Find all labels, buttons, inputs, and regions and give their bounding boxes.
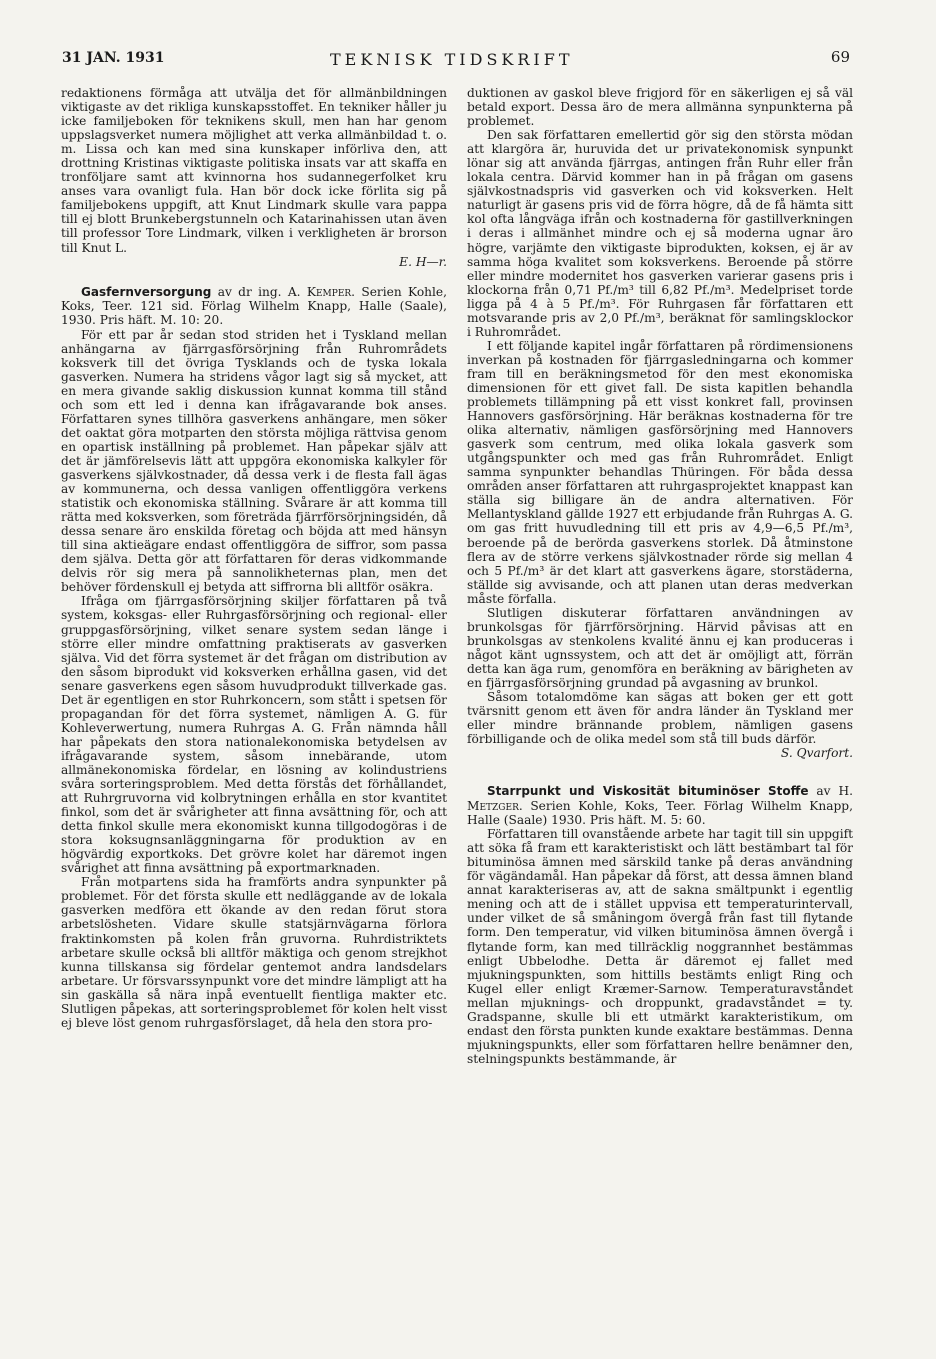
review-heading <box>61 285 447 328</box>
review-author: Kemper. <box>306 284 356 299</box>
review-info: Serien Kohle, Koks, Teer. Förlag Wilhelm Knapp, Halle (Saale) 1930. Pris häft. M. 5: 60. <box>467 799 853 828</box>
journal-title: TEKNISK TIDSKRIFT <box>330 50 574 69</box>
paragraph: redaktionens förmåga att utvälja det för allmänbildningen viktigaste av det rikliga kunskapsstoffet. En tekniker håller ju icke familjeboken för teknikens skull, men han har genom uppslagsverket numera möjlighet att verka allmänbildad t. o. m. Lissa och kan med sina kunskaper införliva den, att drottning Kristinas viktigaste politiska insats var att skaffa en tronföljare samt att kvinnorna hos sudannegerfolket kru anses vara ovanligt fula. Han bör dock icke förlita sig på familjebokens uppgift, att Knut Lindmark skulle vara pappa till ej blott Brunkebergstunneln och Katarinahissen utan även till professor Tore Lindmark, vilken i verkligheten är brorson till Knut L. <box>61 86 447 255</box>
review-by: av dr ing. A. <box>217 284 301 299</box>
review-title: Starrpunkt und Viskosität bituminöser Stoffe <box>487 784 809 799</box>
page-number: 69 <box>830 48 850 66</box>
review-title: Gasfernversorgung <box>81 284 212 299</box>
issue-date: 31 JAN. 1931 <box>62 50 165 66</box>
paragraph: Ifråga om fjärrgasförsörjning skiljer författaren på två system, koksgas- eller Ruhrgasförsörjning och regional- eller gruppgasförsörjning, vilket senare system sedan länge i större eller mindre omfattning praktiserats av gasverken själva. Vid det förra systemet är det frågan om distribution av den såsom biprodukt vid koksverken erhållna gasen, vid det senare gasverkens egen såsom huvudprodukt tillverkade gas. Det är egentligen en stor Ruhrkoncern, som stått i spetsen för propagandan för det förra systemet, nämligen A. G. für Kohleverwertung, numera Ruhrgas A. G. Från nämnda håll har påpekats den stora nationalekonomiska betydelsen av ifrågavarande system, såsom innebärande, utom allmänekonomiska fördelar, en lösning av kolindustriens svåra sorteringsproblem. Med detta förstås det förhållandet, att Ruhrgruvorna vid kolbrytningen erhålla en stor kvantitet finkol, som det är svårigheter att finna avsättning för, och att detta finkol skulle mera ekonomiskt kunna tillgodogöras i de stora koksugnsanläggningarna för produktion av en högvärdig exportkoks. Det grövre kolet har däremot ingen svårighet att finna avsättning på exportmarknaden. <box>61 594 448 876</box>
right-column <box>467 86 853 1066</box>
paragraph: Författaren till ovanstående arbete har tagit till sin uppgift att söka få fram ett karakteristiskt och lätt bestämbart tal för bituminösa ämnen med särskild tanke på deras användning för vägändamål. Han påpekar då först, att dessa ämnen bland annat karakteriseras av, att de sakna smältpunkt i egentlig mening och att de i stället uppvisa ett temperaturintervall, under vilket de så småningom övergå från fast till flytande form. Den temperatur, vid vilken bituminösa ämnen övergå i flytande form, kan med tillräcklig noggrannhet bestämmas enligt Ubbelodhe. Detta är däremot ej fallet med mjukningspunkten, som hittills bestämts enligt Ring och Kugel eller enligt Kræmer-Sarnow. Temperaturavståndet mellan mjuknings- och droppunkt, gradavståndet = ty. Gradspanne, skulle bli ett utmärkt karakteristikum, om endast den första punkten kunde exaktare bestämmas. Denna mjukningspunkts, eller som författaren hellre benämner den, stelningspunkts bestämmande, är <box>467 827 853 1066</box>
paragraph: Slutligen diskuterar författaren användningen av brunkolsgas för fjärrförsörjning. Härvid påvisas att en brunkolsgas av stenkolens kvalité ännu ej kan produceras i något känt ugnssystem, och att det är omöjligt att, förrän detta kan äga rum, genomföra en beräkning av bärigheten av en fjärrgasförsörjning grundad på avgasning av brunkol. <box>467 605 853 690</box>
signature: E. H—r. <box>399 254 447 269</box>
paragraph: Från motpartens sida ha framförts andra synpunkter på problemet. För det första skulle ett nedläggande av de lokala gasverken medföra ett ökande av den redan förut stora arbetslösheten. Vidare skulle statsjärnvägarna förlora fraktinkomsten på kolen från gruvorna. Ruhrdistriktets arbetare skulle också bli alltför mäktiga och genom strejkhot kunna tillskansa sig fördelar gentemot andra landsdelars arbetare. Ur försvarssynpunkt vore det mindre lämpligt att ha sin gaskälla så nära inpå eventuellt fientliga makter etc. Slutligen påpekas, att sorteringsproblemet för kolen helt visst ej bleve löst genom ruhrgasförslaget, då hela den stora pro- <box>61 875 447 1030</box>
paragraph: För ett par år sedan stod striden het i Tyskland mellan anhängarna av fjärrgasförsörjning från Ruhrområdets koksverk till det övriga Tysklands och de tyska lokala gasverken. Numera ha stridens vågor lagt sig så mycket, att en mera givande saklig diskussion kunnat komma till stånd och som ett led i denna kan ifrågavarande bok anses. Författaren synes tillhöra gasverkens anhängare, men söker det oaktat göra motparten den största möjliga rättvisa genom en opartisk inställning på problemet. Han påpekar själv att det är jämförelsevis lätt att uppgöra ekonomiska kalkyler för gasverkens självkostnader, då dessa verk i de flesta fall ägas av kommunerna, och dessa vanligen offentliggöra verkens statistik och ekonomiska ställning. Svårare är att komma till rätta med koksverken, som företräda fjärrförsörjningsidén, då dessa senare äro enskilda företag och böjda att med hänsyn till sina aktieägare endast offentliggöra de siffror, som passa dem själva. Detta gör att författaren för deras vidkommande delvis rör sig mera på sannolikheternas plan, men det behöver fördenskull ej betyda att siffrorna bli alltför osäkra. <box>61 327 447 595</box>
left-column <box>61 86 447 1030</box>
signature: S. Qvarfort. <box>780 746 853 761</box>
page-header <box>0 0 936 90</box>
paragraph: duktionen av gaskol bleve frigjord för en säkerligen ej så väl betald export. Dessa äro de mera allmänna synpunkterna på problemet. <box>467 86 853 129</box>
review-author: Metzger. <box>467 799 523 814</box>
paragraph: Såsom totalomdöme kan sägas att boken ger ett gott tvärsnitt genom ett även för andra länder än Tyskland mer eller mindre brännande problem, nämligen gasens förbilligande och de olika medel som stå till buds därför. <box>467 690 853 747</box>
review-heading <box>467 784 853 827</box>
review-by: av H. <box>816 784 853 799</box>
paragraph: Den sak författaren emellertid gör sig den största mödan att klargöra är, huruvida det ur privatekonomisk synpunkt lönar sig att använda fjärrgas, antingen från Ruhr eller från lokala centra. Därvid kommer han in på frågan om gasens självkostnadspris vid gasverken och vid koksverken. Helt naturligt är gasens pris vid de förra högre, då de få hämta sitt kol ofta långväga ifrån och kostnaderna för gastillverkningen i deras i allmänhet mindre och ej så moderna ugnar äro högre, varjämte den viktigaste biprodukten, koksen, ej är av samma höga kvalitet som koksverkens. Beroende på större eller mindre modernitet hos gasverken varierar gasens pris i klockorna från 0,71 Pf./m³ till 6,82 Pf./m³. Medelpriset torde ligga på 4 à 5 Pf./m³. För Ruhrgasen får författaren ett motsvarande pris av 2,0 Pf./m³, beräknat för samlingsklockor i Ruhrområdet. <box>467 128 853 339</box>
paragraph: I ett följande kapitel ingår författaren på rördimensionens inverkan på kostnaden för fjärrgasledningarna och kommer fram till en beräkningsmetod för den mest ekonomiska dimensionen för ett givet fall. De sista kapitlen behandla problemets tillämpning på ett visst konkret fall, provinsen Hannovers gasförsörjning. Här beräknas kostnaderna för tre olika alternativ, nämligen gasförsörjning med Hannovers gasverk som centrum, med olika lokala gasverk som utgångspunkter och med gas från Ruhrområdet. Enligt samma synpunkter behandlas Thüringen. För båda dessa områden anser författaren att ruhrgasprojektet knappast kan ställa sig billigare än de andra alternativen. För Mellantyskland gällde 1927 ett erbjudande från Ruhrgas A. G. om gas fritt huvudledning till ett pris av 4,9—6,5 Pf./m³, beroende på de berörda gasverkens storlek. Då åtminstone flera av de större verkens självkostnader rörde sig mellan 4 och 5 Pf./m³ är det klart att gasverkens ägare, storstäderna, ställde sig avvisande, och att planen utan deras medverkan måste förfalla. <box>467 338 853 606</box>
review-info: Serien Kohle, Koks, Teer. 121 sid. Förlag Wilhelm Knapp, Halle (Saale), 1930. Pris häft. M. 10: 20. <box>61 284 447 328</box>
